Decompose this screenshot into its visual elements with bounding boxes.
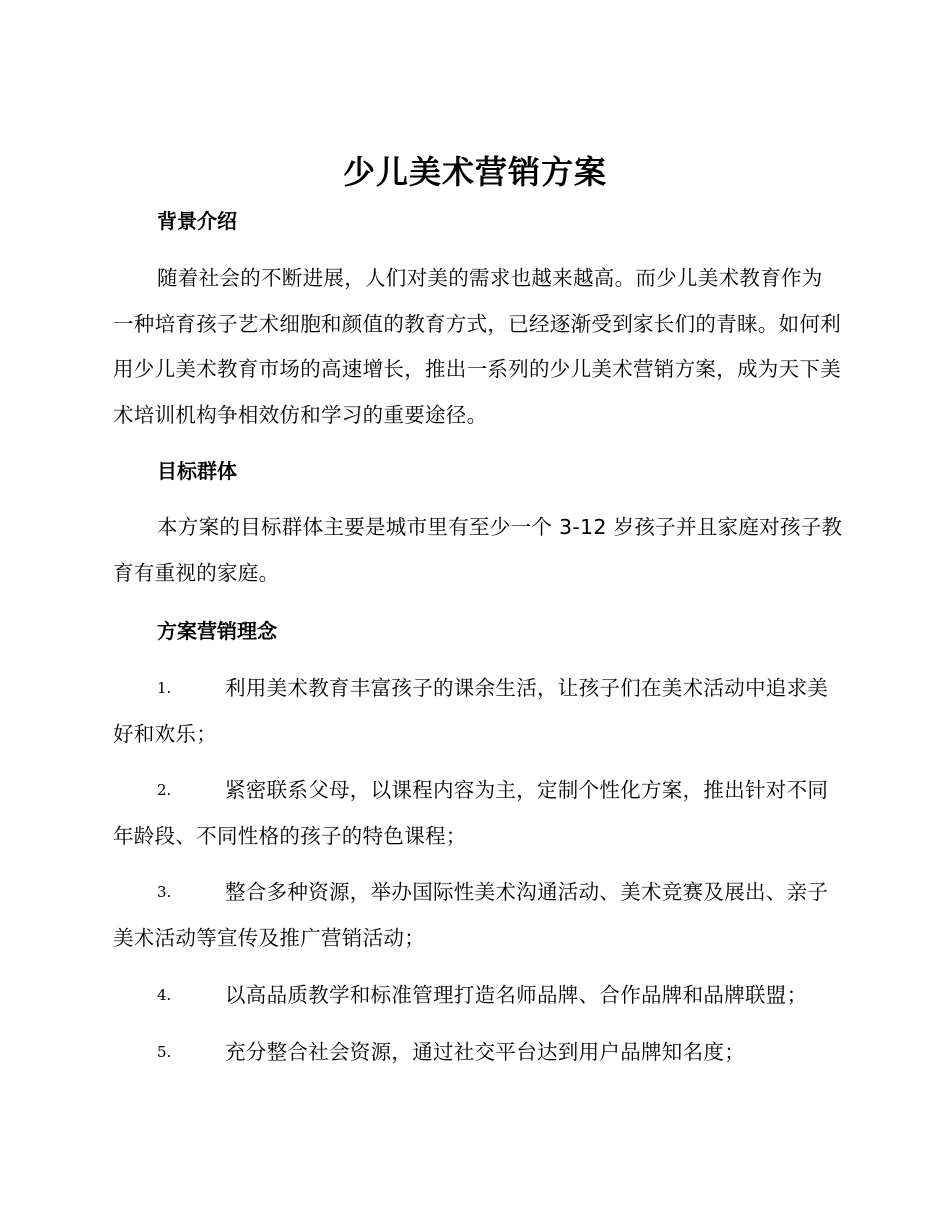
list-item-number: 3. [157,883,172,901]
list-item: 以高品质教学和标准管理打造名师品牌、合作品牌和品牌联盟； [225,983,808,1007]
list-item: 利用美术教育丰富孩子的课余生活，让孩子们在美术活动中追求美好和欢乐； [113,676,829,746]
document-title: 少儿美术营销方案 [342,153,607,191]
list-item: 整合多种资源，举办国际性美术沟通活动、美术竞赛及展出、亲子美术活动等宣传及推广营销活动； [113,880,829,950]
list-item-number: 1. [157,679,172,697]
section-heading-target: 目标群体 [157,459,237,483]
list-item-number: 5. [157,1043,172,1061]
section-body-background: 随着社会的不断进展，人们对美的需求也越来越高。而少儿美术教育作为一种培育孩子艺术细胞和颜值的教育方式，已经逐渐受到家长们的青睐。如何利用少儿美术教育市场的高速增长，推出一系列的少儿美术营销方案，成为天下美术培训机构争相效仿和学习的重要途径。 [113,266,841,427]
list-item: 紧密联系父母，以课程内容为主，定制个性化方案，推出针对不同年龄段、不同性格的孩子的特色课程； [113,778,829,848]
section-body-target: 本方案的目标群体主要是城市里有至少一个 3-12 岁孩子并且家庭对孩子教育有重视的家庭。 [113,515,843,585]
section-heading-concept: 方案营销理念 [157,619,277,643]
section-heading-background: 背景介绍 [157,209,237,233]
list-item-number: 2. [157,781,172,799]
list-item-number: 4. [157,986,172,1004]
list-item: 充分整合社会资源，通过社交平台达到用户品牌知名度； [225,1040,745,1064]
